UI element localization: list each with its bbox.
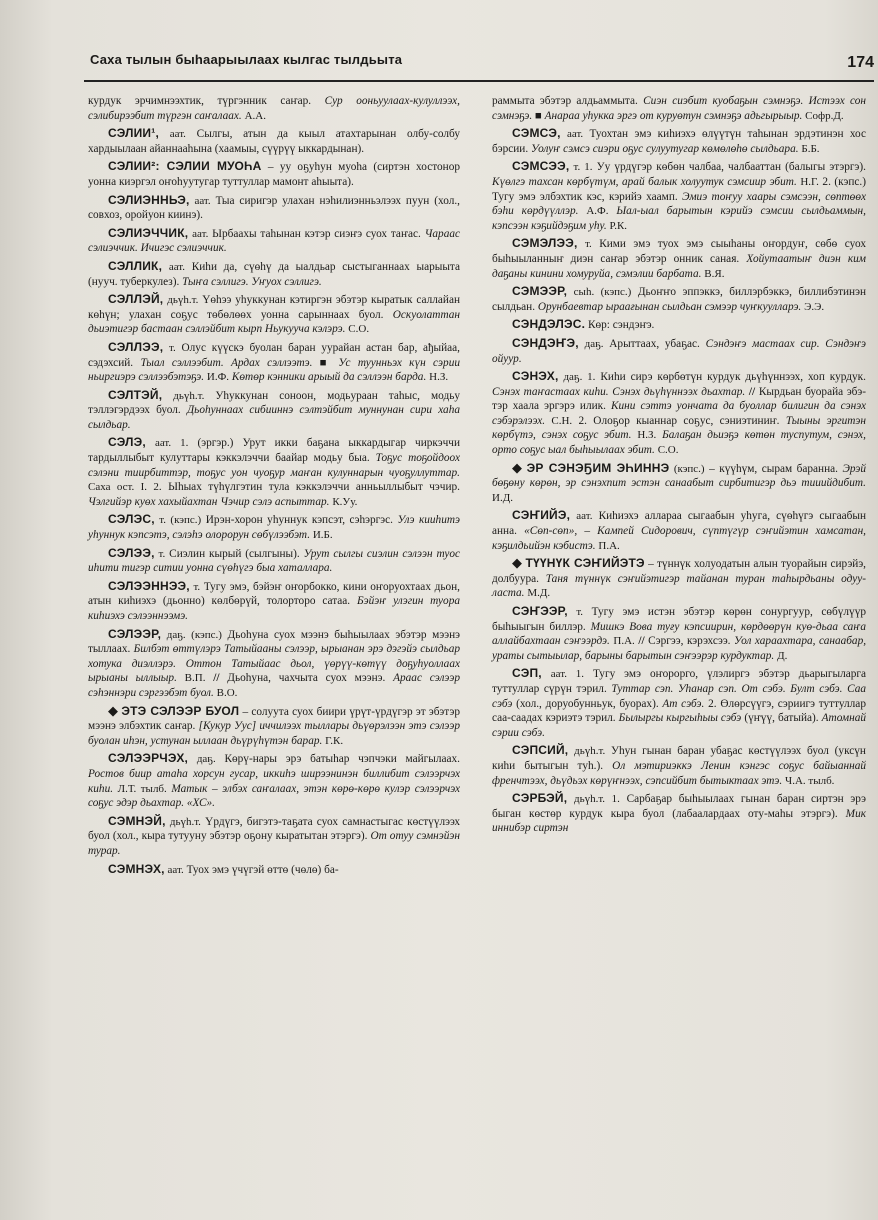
definition: Дьоҥҥо эппэккэ, биллэрбэккэ, биллибэтинэн сылдьан. bbox=[492, 286, 866, 313]
headword: СЭҤИЙЭ, bbox=[512, 508, 571, 523]
right-column bbox=[492, 94, 866, 839]
definition: (эргэр.) Урут икки баҕана ыккардыгар чиркэччи тардыллыбыт кулуттары кэккэлэччи баайар модьу быа. bbox=[88, 437, 461, 465]
dictionary-entry bbox=[88, 814, 460, 859]
definition: – солуута суох биири үрүт-үрдүгэр эт эбэтэр мээнэ элбэхтик саҥар. bbox=[88, 705, 461, 733]
source: С.О. bbox=[657, 444, 679, 457]
example: Кини сэттэ уончата да буоллар билигин да сэнэх сэбэрэлээх. bbox=[492, 400, 867, 427]
headword: ЭР СЭНЭҔИМ ЭҺИННЭ bbox=[526, 460, 670, 475]
definition: курдук эрчимнээхтик, түргэнник саҥар. bbox=[88, 95, 312, 107]
example: Сэнэх таҥастаах киһи. Сэнэх дьүһүннээх дьахтар. bbox=[492, 385, 746, 398]
headword: СЭҤЭЭР, bbox=[512, 604, 568, 618]
example: Сур ооньуулаах-кулуллээх, сэлибирээбит түргэн саҥалаах. bbox=[88, 95, 461, 122]
example: Чэлгийэр куөх хахыйахтан Чэчир сэлэ аспыттар. bbox=[88, 495, 330, 508]
grammar-label: (кэпс.) bbox=[673, 462, 705, 475]
headword: СЭМСЭЭ, bbox=[512, 159, 570, 174]
definition: Дьоһуна суох мээнэ быһыылаах эбэтэр мээнэ тыллаах. bbox=[88, 628, 460, 656]
example: Балаҕан дьиэҕэ көтөн туспутум, сэнэх, орто соҕус ыал быһыылаах эбит. bbox=[492, 429, 866, 457]
definition: Уу үрдүгэр көбөн чалбаа, чалбааттан (балыгы этэргэ). bbox=[596, 161, 866, 174]
sense-separator: // bbox=[748, 385, 756, 398]
headword: ЭТЭ СЭЛЭЭР БУОЛ bbox=[121, 703, 240, 718]
grammar-label: т. 1. bbox=[573, 161, 593, 174]
dictionary-entry bbox=[492, 666, 866, 740]
headword: СЭЛИЭННЬЭ, bbox=[108, 192, 190, 207]
example: Хойутаатыҥ диэн ким даҕаны кинини хомуруйа, сэмэлии барбата. bbox=[492, 252, 866, 280]
dictionary-entry bbox=[88, 126, 460, 156]
dictionary-entry bbox=[492, 236, 866, 281]
definition: Үрдүгэ, бигэтэ-таҕата суох самнастыгас көстүүлээх буол (хол., кыра тутууну эбэтэр оҕону кыратытан этэргэ). bbox=[88, 815, 461, 843]
dictionary-entry bbox=[88, 259, 460, 289]
definition: Ырбаахы таһынан кэтэр сиэҥэ суох таҥас. bbox=[212, 227, 421, 240]
example: Мик иннибэр сиртэн bbox=[492, 807, 866, 835]
example: От отуу сэмнэйэн турар. bbox=[88, 830, 460, 857]
definition: 2. Олоҕор кыаннар соҕус, сэниэтиниҥ. bbox=[578, 414, 780, 427]
example: Тыал сэллээбит. Ардах сэллээтэ. ■ Ус туунньэх күн сэрии ньиргиэрэ сэллээбэтэҕэ. bbox=[88, 356, 460, 384]
grammar-label: дьүһ.т. bbox=[173, 389, 205, 402]
dictionary-entry bbox=[88, 292, 460, 337]
grammar-label: дьүһ.т. bbox=[574, 745, 606, 758]
phrase-diamond-icon: ◆ bbox=[512, 459, 524, 475]
example: Ростов биир атаһа хорсун гусар, иккиһэ ширээнинэн биллибит сэлээрчэх киһи. bbox=[88, 767, 460, 795]
example: Чараас сэлиэччик. Ичигэс сэлиэччик. bbox=[88, 227, 461, 255]
definition: 2. (кэпс.) Тугу эмэ элбэхтик кэс, кэрийэ хаамп. bbox=[492, 175, 866, 203]
headword: СЭЛЛЭЙ, bbox=[108, 292, 164, 307]
headword: СЭЛЭЭННЭЭ, bbox=[108, 578, 190, 593]
headword: СЭЛЭЭ, bbox=[108, 545, 155, 560]
example: Ат сэбэ. bbox=[662, 697, 705, 710]
headword: СЭМЭЛЭЭ, bbox=[512, 236, 578, 251]
dictionary-entry bbox=[88, 512, 460, 542]
grammar-label: аат. bbox=[576, 510, 593, 523]
dictionary-entry bbox=[88, 862, 460, 878]
example: Атомнай сэрии сэбэ. bbox=[492, 712, 867, 739]
definition: Ыһыах түһүлгэтин тула кэккэлэччи анньыллыбыт чэчир. bbox=[168, 481, 460, 494]
headword: СЭЛИЭЧЧИК, bbox=[108, 225, 189, 240]
definition: Киһиэхэ аллараа сыгаабын уһуга, сүөһүгэ сыгаабын анна. bbox=[492, 510, 866, 538]
definition: Көр: сэндэҥэ. bbox=[587, 319, 655, 332]
definition: Кырдьан буорайа эбэтэр хаала эргэрэ илик. bbox=[492, 385, 867, 413]
source: В.П. bbox=[184, 672, 206, 685]
example: Урут сылгы сиэлин сэлээн туос иһити тигэр ситии уонна сүөһүгэ быа хаталлара. bbox=[88, 547, 460, 575]
definition: раммыта эбэтэр алдьаммыта. bbox=[492, 95, 638, 107]
definition: (хол., доруобунньук, буорах). bbox=[516, 697, 659, 710]
example: Былыргы кыргыһыы сэбэ bbox=[618, 712, 742, 725]
source: К.Уу. bbox=[332, 495, 358, 508]
dictionary-entry bbox=[88, 94, 460, 123]
phrase-diamond-icon: ◆ bbox=[512, 555, 523, 571]
source: С.О. bbox=[348, 323, 370, 336]
grammar-label: даҕ. bbox=[584, 337, 604, 350]
example: Уол хараахтара, санаабар, ураты сытыылар, барыны барытын сэҥээрэр курдуктар. bbox=[492, 635, 867, 662]
grammar-label: сыһ. (кэпс.) bbox=[573, 286, 632, 299]
source: Б.Б. bbox=[801, 142, 820, 155]
grammar-label: аат. bbox=[566, 128, 584, 141]
dictionary-entry bbox=[492, 336, 866, 366]
source: Софр.Д. bbox=[805, 109, 844, 122]
definition: 2. Өлөрсүүгэ, сэриигэ туттуллар саа-саадах кэриэтэ тэрил. bbox=[492, 697, 866, 725]
example: Тоҕус тоҕойдоох сэлэни тиирбиттэр, тоҕус уон чуоҕур маҥан кулуннарын чуоҕуллуттар. bbox=[88, 452, 460, 479]
source: Н.З. bbox=[429, 371, 449, 384]
definition: Уһун гынан баран убаҕас көстүүлээх буол (уксүн киһи бытыгын туһ.). bbox=[492, 745, 866, 772]
headword: СЭЛИИ¹, bbox=[108, 126, 159, 141]
example: [Кукур Уус] иччилээх тыллары дьүөрэлээн этэ сэлээр буолан иһэн, устунан ыллаан дьүрүһүтэн барар. bbox=[88, 720, 461, 747]
sense-separator: // bbox=[213, 672, 220, 685]
dictionary-entry bbox=[88, 340, 460, 385]
definition: Үөһээ уһуккунан кэтиргэн эбэтэр кыратык саллайан көһүн; улахан соҕус төбөлөөх уонна сарыннаах буол. bbox=[88, 294, 461, 321]
source: Н.Г. bbox=[800, 175, 819, 188]
grammar-label: даҕ. 1. bbox=[563, 371, 596, 384]
dictionary-entry bbox=[88, 751, 460, 810]
headword: СЭМСЭ, bbox=[512, 126, 561, 141]
source: Ч.А. тылб. bbox=[785, 774, 835, 787]
grammar-label: даҕ. (кэпс.) bbox=[166, 628, 222, 641]
grammar-label: аат. bbox=[167, 863, 184, 876]
dictionary-entry bbox=[88, 546, 460, 576]
definition: Сарбаҕар быһыылаах гынан баран сиртэн эрэ быган көстөр курдук кыра буол (лабаалардаах оту-маһы этэргэ). bbox=[492, 793, 867, 820]
grammar-label: аат. 1. bbox=[154, 437, 189, 450]
dictionary-entry bbox=[492, 94, 866, 123]
definition: Туохтан эмэ киһиэхэ өлүүтүн таһынан эрдэтинэн хос бэрсии. bbox=[492, 128, 866, 155]
headword: СЭЛИИ²: СЭЛИИ МУОҺА bbox=[108, 159, 262, 174]
source: И.Д. bbox=[492, 491, 513, 504]
definition: Ирэн-хорон уһуннук кэпсэт, сэһэргэс. bbox=[205, 514, 393, 527]
grammar-label: аат. bbox=[194, 194, 211, 207]
source: А.А. bbox=[244, 109, 266, 122]
grammar-label: даҕ. bbox=[196, 753, 216, 766]
definition: Туох эмэ үчүгэй өттө (чөлө) ба- bbox=[186, 863, 339, 876]
example: Орунбаевтар ыраағынан сылдьан сэмээр чуҥкуулларэ. bbox=[537, 300, 802, 313]
source: Р.К. bbox=[609, 219, 628, 232]
page-number: 174 bbox=[847, 54, 874, 71]
example: Матык – элбэх саҥалаах, этэн көрө-көрө кулэр сэлээрчэх соҕус эдэр дьахтар. «ХС». bbox=[88, 782, 461, 810]
headword: СЭРБЭЙ, bbox=[512, 791, 568, 806]
dictionary-entry bbox=[492, 284, 866, 314]
example: Мишкэ Вова туғу кэпсиирин, көрдөөрүн куө-дьаа саҥа аллайбахтаан сэҥээрдэ. bbox=[492, 620, 866, 648]
left-column bbox=[88, 94, 460, 880]
headword: СЭМЭЭР, bbox=[512, 284, 568, 299]
example: Сиэн сиэбит куобаҕын сэмнэҕэ. Истээх сон сэмнэҕэ. ■ Анараа уһукка эргэ от куруөтун сэмнэҕэ адьгырыыр. bbox=[492, 95, 866, 122]
dictionary-entry bbox=[88, 388, 460, 433]
grammar-label: аат. 1. bbox=[550, 668, 585, 681]
example: Ыал-ыал барытын кэрийэ сэмсии сылдьаммын, кэпсээн кэҕийдэҕим уһу. bbox=[492, 205, 866, 232]
source: Г.К. bbox=[325, 734, 344, 747]
headword: СЭЛЭЭРЧЭХ, bbox=[108, 751, 189, 766]
grammar-label: дьүһ.т. bbox=[169, 815, 201, 828]
headword: СЭНДЭҤЭ, bbox=[512, 335, 579, 350]
grammar-label: т. bbox=[158, 547, 166, 560]
headword: СЭМНЭХ, bbox=[108, 861, 165, 876]
source: В.Я. bbox=[704, 267, 725, 280]
dictionary-entry bbox=[492, 508, 866, 553]
definition: – уу оҕуһун муоһа (сиртэн хостонор уонна киэргэл оҥоһуутугар туттуллар мамонт аһыыта). bbox=[88, 161, 460, 188]
headword: СЭЛТЭЙ, bbox=[108, 387, 163, 402]
grammar-label: аат. bbox=[192, 227, 209, 240]
definition: Сылгы, атын да кыыл атахтарынан олбу-солбу хардыылаан айаннааһына (хаамыы, сүүрүү ыккардынан). bbox=[88, 128, 460, 155]
definition: Сиэлин кырый (сылгыны). bbox=[169, 547, 300, 560]
source: М.Д. bbox=[527, 587, 551, 600]
grammar-label: т. bbox=[576, 606, 584, 618]
definition: – күүһүм, сырам баранна. bbox=[709, 462, 838, 475]
headword: СЭНДЭЛЭС. bbox=[512, 317, 586, 332]
dictionary-entry bbox=[492, 604, 866, 663]
grammar-label: т. bbox=[585, 238, 592, 251]
dictionary-entry bbox=[88, 226, 460, 256]
dictionary-entry bbox=[88, 704, 460, 749]
definition: – түннүк холуодатын алын туорайын сирэйэ, долбуура. bbox=[492, 558, 867, 585]
example: Ол мэтириэккэ Ленин кэнгэс соҕус байыаннай френчтээх, дьүдьэх көрүҥнээх, сэпсийбит бытыктаах этэ. bbox=[492, 759, 866, 787]
definition: Тугу эмэ оҥорорго, үлэлиргэ эбэтэр дьарыгыларга туттуллар сүрүн тэрил. bbox=[492, 668, 867, 695]
sense-separator: // bbox=[638, 635, 645, 648]
source: П.А. bbox=[598, 539, 620, 552]
grammar-label: аат. bbox=[168, 260, 186, 273]
source: П.А. bbox=[613, 635, 635, 648]
example: Таня түннүк сэҥийэтигэр тайанан туран таһырдьаны одууласта. bbox=[492, 572, 866, 600]
headword: СЭМНЭЙ, bbox=[108, 813, 166, 828]
example: Тыҥа сэллигэ. Уҥуох сэллигэ. bbox=[182, 275, 322, 288]
dictionary-entry bbox=[492, 126, 866, 156]
source: С.Н. bbox=[551, 414, 573, 427]
definition: Көрү-нары эрэ батыһар чэпчэки майгылаах. bbox=[224, 753, 460, 766]
definition: Тугу эмэ истэн эбэтэр көрөн сонургуур, сөбүлүүр быһыыгын биллэр. bbox=[492, 606, 866, 633]
source: И.Б. bbox=[312, 529, 333, 542]
source: Д. bbox=[777, 649, 788, 662]
example: Билбэт өттүлэрэ Татыйааны сэлээр, ырыанан эрэ дэгэйэ сылдьар хотука диэллэрэ. Оттон Татыйаас дьол, үөрүү-көтүү доҕуһуоллаах ырыаны ыллыыр. bbox=[88, 643, 461, 685]
example: Туттар сэп. Уһанар сэп. От сэбэ. Булт сэбэ. Саа сэбэ bbox=[492, 682, 866, 710]
definition: (үҥүү, батыйа). bbox=[744, 712, 819, 725]
headword: СЭНЭХ, bbox=[512, 369, 559, 384]
dictionary-entry bbox=[88, 193, 460, 223]
headword: СЭЛЭС, bbox=[108, 512, 155, 527]
headword: СЭП, bbox=[512, 666, 542, 681]
running-title: Саха тылын быһаарыылаах кылгас тылдьыта bbox=[90, 52, 403, 67]
dictionary-entry bbox=[492, 791, 866, 836]
grammar-label: аат. bbox=[169, 128, 186, 141]
definition: Сэргээ, кэрэхсээ. bbox=[648, 635, 731, 648]
example: Араас сэлээр сэһэннэри сэргээбэт буол. bbox=[88, 672, 460, 699]
definition: Тугу эмэ, бэйэҥ оҥорбокко, кини оҥоруохтаах дьон, атын киһиэхэ (дьонно) көлбөрүй, толорторо сатаа. bbox=[88, 580, 460, 608]
example: Сэндэҥэ мастаах сир. Сэндэҥэ ойуур. bbox=[492, 337, 867, 365]
headword: СЭЛЛЭЭ, bbox=[108, 339, 164, 354]
example: Оскуолаттан дьиэтигэр бастаан сэллэйбит кырп Ньукууча кэлэрэ. bbox=[88, 308, 461, 336]
grammar-label: т. bbox=[193, 580, 201, 593]
dictionary-entry bbox=[88, 159, 460, 189]
source: В.О. bbox=[216, 686, 238, 699]
definition: Дьоһуна, чахчыта суох мээнэ. bbox=[227, 672, 386, 685]
dictionary-entry bbox=[492, 369, 866, 458]
example: Уолуҥ сэмсэ сиэри оҕус сулуутугар көмөлөһө сылдьара. bbox=[531, 142, 799, 155]
example: Бэйэҥ улэгин туора киһиэхэ сэлээннээмэ. bbox=[88, 595, 461, 622]
example: Улэ кииһитэ уһуннук кэпсэтэ, сэлэһэ олорорун сөбүлээбэт. bbox=[88, 514, 460, 542]
definition: Олус күүскэ буолан баран уурайан астан бар, ађыйаа, сэдэхсий. bbox=[88, 341, 461, 369]
grammar-label: т. bbox=[169, 341, 176, 354]
example: Эрэй бөҕөну көрөн, эр сэнэхпит эстэн санаабыт сирбитигэр дьэ тииийдибит. bbox=[492, 462, 867, 490]
dictionary-entry bbox=[492, 556, 866, 601]
definition: Киһи да, сүөһү да ыалдьар сыстыганнаах ыарыыта (нууч. туберкулез). bbox=[88, 260, 461, 288]
source: А.Ф. bbox=[586, 205, 609, 218]
grammar-label: дьүһ.т. 1. bbox=[573, 793, 620, 806]
source: Л.Т. тылб. bbox=[117, 782, 167, 795]
headword: СЭЛЭ, bbox=[108, 435, 146, 450]
example: Көтөр кэнники арыый да сэллээн барда. bbox=[231, 371, 427, 384]
grammar-label: дьүһ.т. bbox=[167, 294, 199, 307]
definition: Киһи сирэ көрбөтүн курдук дьүһүннээх, хоп курдук. bbox=[600, 371, 866, 384]
headword: ТҮҮНҮК СЭҤИЙЭТЭ bbox=[525, 556, 645, 571]
dictionary-entry bbox=[492, 743, 866, 788]
example: Дьоһуннаах сибииннэ сэлтэйбит муннунан сири хаһа сылдьар. bbox=[88, 404, 461, 431]
dictionary-entry bbox=[492, 317, 866, 333]
dictionary-entry bbox=[88, 579, 460, 624]
dictionary-entry bbox=[88, 627, 460, 701]
example: Эмиэ тоҥуу хаары сэмсээн, сөптөөх бэһи көрдүүллэр. bbox=[492, 190, 866, 218]
page-header bbox=[84, 44, 874, 82]
definition: Уһуккунан сонoон, модьураан таһыс, модьу тэллэгэрдээх буол. bbox=[88, 389, 460, 417]
example: «Сөп-сөп», – Кампей Сидорович, сүптүгүр сэҥийэтин хамсатан, кэҕилдьийэн кэбистэ. bbox=[492, 525, 867, 552]
headword: СЭЛЭЭР, bbox=[108, 626, 162, 641]
example: Күөлгэ тахсан көрбүтүм, арай балык холуутук сэмсиир эбит. bbox=[492, 175, 797, 188]
source: Э.Э. bbox=[804, 300, 825, 313]
definition: Кими эмэ туох эмэ сыыһаны оҥордуҥ, сөбө суох быһыыланныҥ диэн саҥар эбэтэр онник саная. bbox=[492, 238, 866, 265]
source: Саха ост. I. 2. bbox=[88, 481, 162, 494]
definition: Тыа сиригэр улахан нэһилиэнньэлээх пуун (хол., совхоз, оройуон киинэ). bbox=[88, 194, 460, 222]
headword: СЭЛЛИК, bbox=[108, 258, 163, 273]
phrase-diamond-icon: ◆ bbox=[108, 702, 119, 718]
source: Н.З. bbox=[637, 429, 657, 442]
example: Тыыны эргитэн көрбүтэ, сэнэх соҕус эбит. bbox=[492, 414, 867, 442]
dictionary-entry bbox=[492, 159, 866, 233]
headword: СЭПСИЙ, bbox=[512, 743, 569, 758]
source: И.Ф. bbox=[206, 371, 230, 384]
dictionary-entry bbox=[492, 461, 866, 506]
dictionary-entry bbox=[88, 435, 460, 509]
grammar-label: т. (кэпс.) bbox=[159, 514, 202, 527]
definition: Арыттаах, убаҕас. bbox=[609, 337, 700, 350]
